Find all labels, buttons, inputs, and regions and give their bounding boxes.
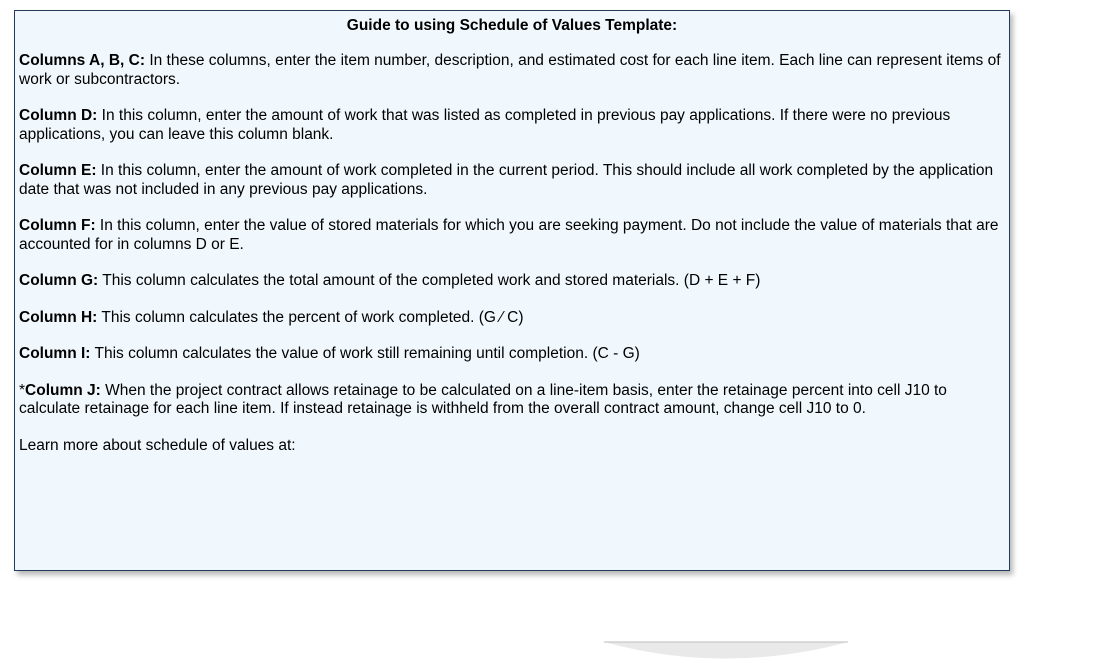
paragraph-text: When the project contract allows retainage to be calculated on a line-item basis, enter the retainage percent into cell J10 to calculate retainage for each line item. If instead retainage is withheld from the overall contract amount, change cell J10 to 0. (19, 381, 947, 417)
guide-paragraph-column-f (19, 217, 1005, 254)
paragraph-label: Column J: (25, 381, 101, 399)
paragraph-prefix: * (19, 381, 26, 399)
paragraph-text: In this column, enter the amount of work that was listed as completed in previous pay applications. If there were no previous applications, you can leave this column blank. (19, 107, 951, 143)
paragraph-text: In these columns, enter the item number, description, and estimated cost for each line item. Each line can represent items of work or subcontractors. (19, 52, 1001, 88)
paragraph-label: Column H: (19, 308, 98, 326)
guide-title: Guide to using Schedule of Values Template: (346, 17, 678, 34)
paragraph-label: Column E: (19, 162, 97, 179)
paragraph-label: Column I: (19, 345, 91, 362)
guide-paragraph-columns-abc (19, 52, 1005, 89)
guide-paragraph-column-h (19, 309, 1005, 328)
paragraph-text: This column calculates the value of work still remaining until completion. (C - G) (90, 345, 640, 362)
paragraph-label: Column F: (19, 217, 96, 234)
paragraph-label: Columns A, B, C: (19, 52, 146, 69)
paragraph-text: This column calculates the percent of work completed. (G ⁄ C) (97, 308, 524, 326)
paragraph-label: Column D: (19, 107, 98, 124)
paragraph-label: Column G: (19, 272, 99, 289)
guide-paragraph-column-j (19, 382, 1005, 419)
guide-paragraph-column-d (19, 107, 1005, 144)
guide-paragraph-learn-more (19, 437, 1005, 456)
guide-paragraph-column-i (19, 345, 1005, 364)
paragraph-text: In this column, enter the value of stored materials for which you are seeking payment. Do not include the value of materials that are accounted for in columns D or E. (19, 217, 999, 253)
footer-curved-shape (604, 641, 848, 663)
guide-paragraph-column-g (19, 272, 1005, 291)
paragraph-text: In this column, enter the amount of work completed in the current period. This should include all work completed by the application date that was not included in any previous pay applications. (19, 162, 994, 198)
schedule-of-values-guide-box (14, 10, 1010, 571)
guide-paragraph-column-e (19, 162, 1005, 199)
paragraph-text: Learn more about schedule of values at: (19, 436, 296, 454)
paragraph-text: This column calculates the total amount of the completed work and stored materials. (D + E + F) (98, 272, 761, 289)
